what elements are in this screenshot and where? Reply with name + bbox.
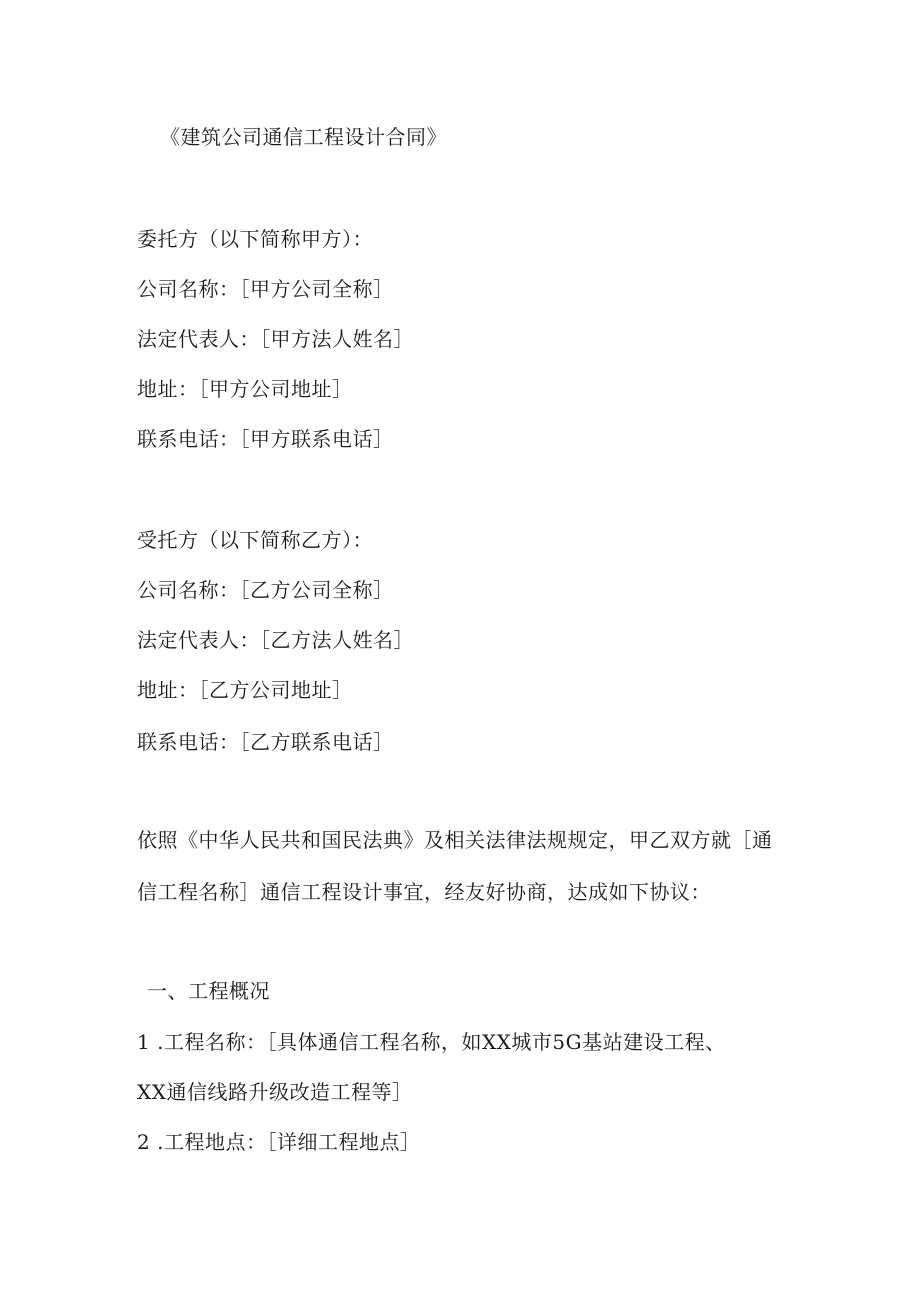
party-b-heading: 受托方（以下简称乙方）：: [137, 528, 373, 552]
party-a-heading: 委托方（以下简称甲方）：: [137, 227, 373, 251]
party-b-company: 公司名称：［乙方公司全称］: [137, 578, 394, 602]
party-a-company: 公司名称：［甲方公司全称］: [137, 277, 394, 301]
party-a-address: 地址：［甲方公司地址］: [137, 377, 353, 401]
section-1-heading: 一、工程概况: [147, 979, 270, 1003]
party-a-representative: 法定代表人：［甲方法人姓名］: [137, 327, 414, 351]
party-b-representative: 法定代表人：［乙方法人姓名］: [137, 628, 414, 652]
preamble-line-2: 信工程名称］通信工程设计事宜，经友好协商，达成如下协议：: [137, 880, 711, 904]
section-1-item-1-line-2: XX通信线路升级改造工程等］: [137, 1080, 413, 1104]
preamble-line-1: 依照《中华人民共和国民法典》及相关法律法规规定，甲乙双方就［通: [137, 828, 773, 852]
party-b-address: 地址：［乙方公司地址］: [137, 678, 353, 702]
section-1-item-1-line-1: 1 .工程名称：［具体通信工程名称，如XX城市5G基站建设工程、: [137, 1030, 726, 1054]
party-a-phone: 联系电话：［甲方联系电话］: [137, 427, 394, 451]
party-b-phone: 联系电话：［乙方联系电话］: [137, 730, 394, 754]
document-title: 《建筑公司通信工程设计合同》: [160, 125, 447, 149]
section-1-item-2: 2 .工程地点：［详细工程地点］: [137, 1130, 421, 1154]
